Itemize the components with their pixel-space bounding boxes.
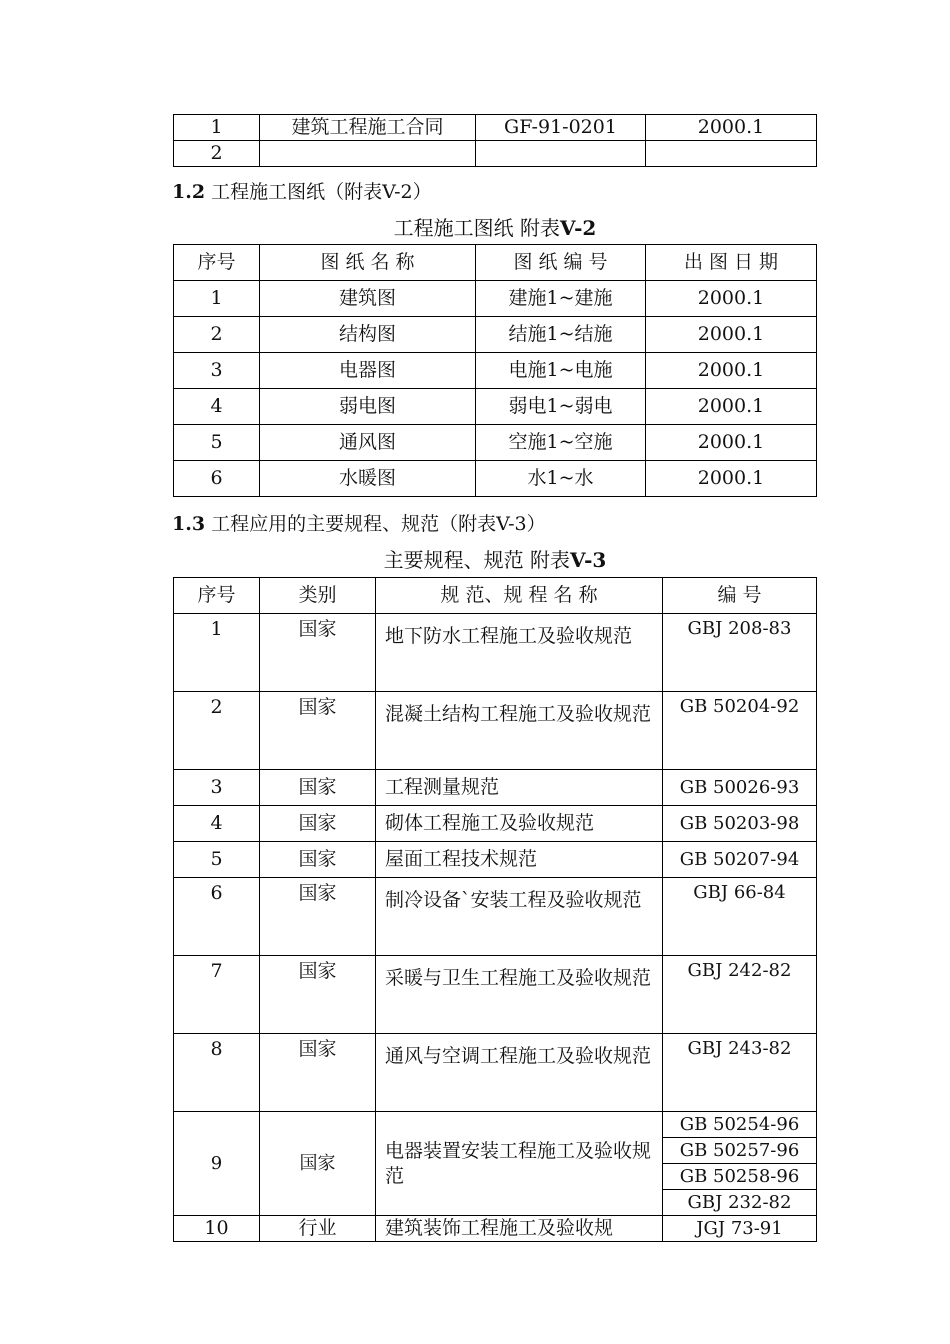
table-header-row [174,578,817,614]
cell-code: GBJ 66-84 [663,878,817,956]
cell-category: 国家 [260,878,376,956]
header-date: 出 图 日 期 [646,245,817,281]
cell-name: 制冷设备`安装工程及验收规范 [376,878,663,956]
cell-name: 弱电图 [260,389,476,425]
cell-code: GBJ 232-82 [663,1190,817,1216]
table-header-row [174,245,817,281]
contract-table [173,114,817,167]
cell-no: 2 [174,141,260,167]
table-row [174,141,817,167]
section-title: 工程应用的主要规程、规范（附表V-3） [211,513,546,535]
cell-date: 2000.1 [646,281,817,317]
cell-category: 国家 [260,614,376,692]
cell-no: 5 [174,425,260,461]
table-caption-v3 [0,544,950,573]
header-no: 序号 [174,578,260,614]
cell-name [260,141,476,167]
cell-code: GBJ 242-82 [663,956,817,1034]
cell-date: 2000.1 [646,317,817,353]
caption-tag: V-3 [570,548,607,572]
cell-category: 国家 [260,806,376,842]
cell-no: 10 [174,1216,260,1242]
cell-no: 1 [174,115,260,141]
cell-code: GBJ 243-82 [663,1034,817,1112]
cell-name: 采暖与卫生工程施工及验收规范 [376,956,663,1034]
caption-text: 工程施工图纸 附表 [393,216,561,240]
cell-no: 3 [174,353,260,389]
cell-no: 2 [174,317,260,353]
standards-table [173,577,817,1242]
cell-name: 通风与空调工程施工及验收规范 [376,1034,663,1112]
table-row [174,389,817,425]
cell-code: GB 50026-93 [663,770,817,806]
header-code: 编 号 [663,578,817,614]
table-row [174,878,817,956]
cell-code: 结施1~结施 [476,317,646,353]
cell-no: 2 [174,692,260,770]
cell-name: 电器装置安装工程施工及验收规范 [376,1112,663,1216]
cell-code: GB 50203-98 [663,806,817,842]
header-name: 规 范、规 程 名 称 [376,578,663,614]
table-row [174,353,817,389]
cell-name: 水暖图 [260,461,476,497]
table-row [174,281,817,317]
cell-code: 电施1~电施 [476,353,646,389]
cell-no: 8 [174,1034,260,1112]
cell-code: GB 50204-92 [663,692,817,770]
cell-name: 砌体工程施工及验收规范 [376,806,663,842]
table-row [174,770,817,806]
cell-code [476,141,646,167]
table-row [174,956,817,1034]
cell-name: 结构图 [260,317,476,353]
cell-code: 空施1~空施 [476,425,646,461]
cell-name: 电器图 [260,353,476,389]
cell-name: 建筑装饰工程施工及验收规 [376,1216,663,1242]
cell-category: 国家 [260,692,376,770]
cell-code: GB 50258-96 [663,1164,817,1190]
table-row [174,806,817,842]
cell-category: 国家 [260,842,376,878]
cell-no: 9 [174,1112,260,1216]
cell-no: 5 [174,842,260,878]
table-row [174,1216,817,1242]
cell-code: JGJ 73-91 [663,1216,817,1242]
cell-no: 1 [174,614,260,692]
header-no: 序号 [174,245,260,281]
cell-no: 1 [174,281,260,317]
cell-date: 2000.1 [646,353,817,389]
cell-no: 7 [174,956,260,1034]
cell-category: 国家 [260,1112,376,1216]
cell-category: 国家 [260,1034,376,1112]
cell-code: 水1~水 [476,461,646,497]
cell-date: 2000.1 [646,425,817,461]
cell-code: GF-91-0201 [476,115,646,141]
table-row [174,317,817,353]
cell-code: GB 50257-96 [663,1138,817,1164]
cell-name: 地下防水工程施工及验收规范 [376,614,663,692]
header-category: 类别 [260,578,376,614]
cell-no: 4 [174,389,260,425]
section-number: 1.2 [172,181,206,203]
cell-name: 工程测量规范 [376,770,663,806]
drawings-table [173,244,817,497]
cell-category: 国家 [260,956,376,1034]
table-row [174,425,817,461]
cell-date [646,141,817,167]
caption-tag: V-2 [560,216,597,240]
section-title: 工程施工图纸（附表V-2） [211,181,432,203]
table-row [174,1112,817,1138]
cell-no: 6 [174,878,260,956]
cell-category: 行业 [260,1216,376,1242]
cell-category: 国家 [260,770,376,806]
table-row [174,1034,817,1112]
cell-name: 建筑图 [260,281,476,317]
section-heading-1-3 [172,509,546,536]
section-number: 1.3 [172,513,206,535]
cell-name: 混凝土结构工程施工及验收规范 [376,692,663,770]
section-heading-1-2 [172,177,432,204]
cell-name: 通风图 [260,425,476,461]
header-code: 图 纸 编 号 [476,245,646,281]
cell-no: 3 [174,770,260,806]
table-row [174,614,817,692]
cell-no: 4 [174,806,260,842]
cell-date: 2000.1 [646,115,817,141]
caption-text: 主要规程、规范 附表 [383,548,571,572]
table-row [174,692,817,770]
header-name: 图 纸 名 称 [260,245,476,281]
cell-name: 屋面工程技术规范 [376,842,663,878]
cell-code: 建施1~建施 [476,281,646,317]
cell-date: 2000.1 [646,461,817,497]
cell-code: GB 50254-96 [663,1112,817,1138]
table-row [174,461,817,497]
cell-code: 弱电1~弱电 [476,389,646,425]
cell-name: 建筑工程施工合同 [260,115,476,141]
cell-no: 6 [174,461,260,497]
cell-date: 2000.1 [646,389,817,425]
table-row [174,115,817,141]
cell-code: GBJ 208-83 [663,614,817,692]
table-row [174,842,817,878]
table-caption-v2 [0,212,950,241]
cell-code: GB 50207-94 [663,842,817,878]
